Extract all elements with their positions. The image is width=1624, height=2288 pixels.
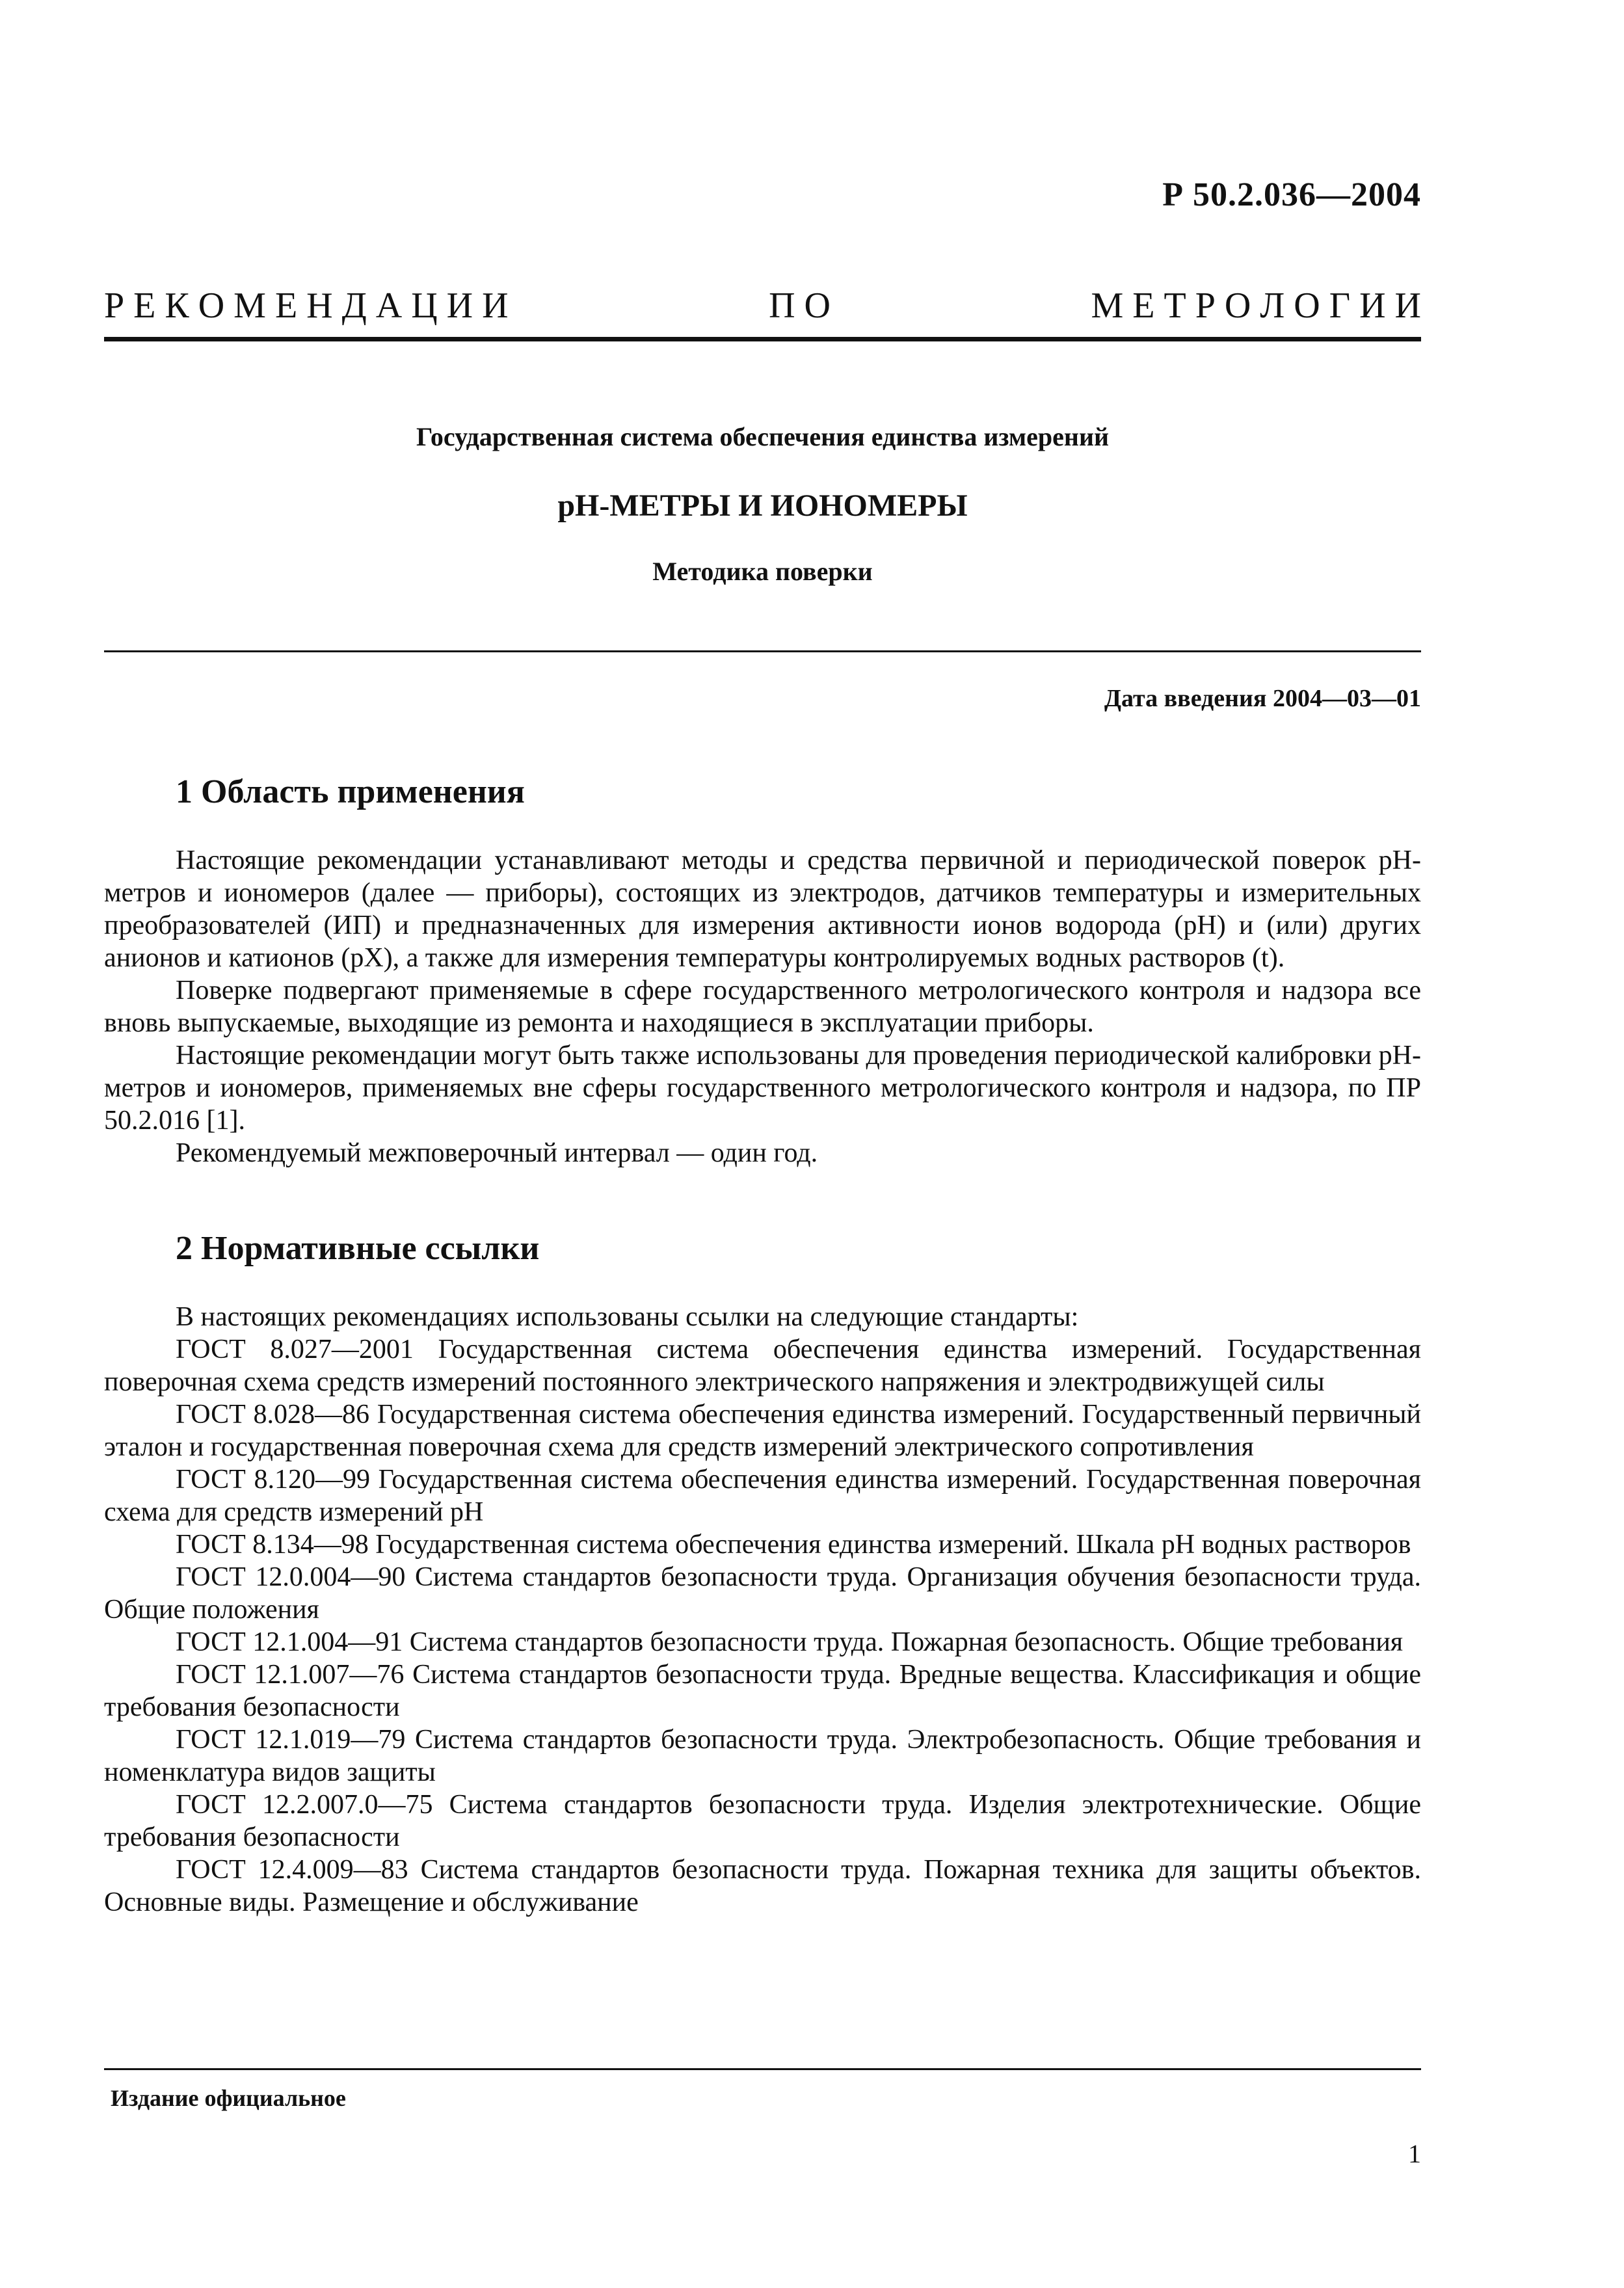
section-2-intro: В настоящих рекомендациях использованы ссылки на следующие стандарты:	[176, 1302, 1079, 1332]
reference-item: ГОСТ 8.027—2001 Государственная система обеспечения единства измерений. Государственная поверочная схема средств измерений постоянного электрического напряжения и электродвижущей силы	[104, 1335, 1421, 1397]
series-title	[104, 285, 1421, 326]
section-2-body	[104, 1301, 1421, 1919]
reference-item: ГОСТ 8.120—99 Государственная система обеспечения единства измерений. Государственная поверочная схема для средств измерений рН	[104, 1465, 1421, 1527]
series-word-1: Р Е К О М Е Н Д А Ц И И	[104, 286, 509, 326]
reference-item: ГОСТ 12.1.019—79 Система стандартов безопасности труда. Электробезопасность. Общие требования и номенклатура видов защиты	[104, 1725, 1421, 1787]
section-1-paragraph: Настоящие рекомендации могут быть также использованы для проведения периодической калибровки рН-метров и иономеров, применяемых вне сферы государственного метрологического контроля и надзора, по ПР 50.2.016 [1].	[104, 1041, 1421, 1136]
reference-item: ГОСТ 12.1.004—91 Система стандартов безопасности труда. Пожарная безопасность. Общие требования	[176, 1627, 1404, 1657]
introduction-date: Дата введения 2004—03—01	[1104, 685, 1421, 712]
series-word-3: М Е Т Р О Л О Г И И	[1091, 286, 1421, 326]
sub-title: Методика поверки	[652, 557, 873, 586]
reference-item: ГОСТ 8.134—98 Государственная система обеспечения единства измерений. Шкала рН водных растворов	[176, 1530, 1411, 1560]
title-rule	[104, 650, 1421, 652]
section-1-paragraph: Поверке подвергают применяемые в сфере государственного метрологического контроля и надзора все вновь выпускаемые, выходящие из ремонта и находящиеся в эксплуатации приборы.	[104, 976, 1421, 1038]
reference-item: ГОСТ 12.0.004—90 Система стандартов безопасности труда. Организация обучения безопасности труда. Общие положения	[104, 1562, 1421, 1625]
section-2-heading: 2 Нормативные ссылки	[176, 1230, 540, 1267]
reference-item: ГОСТ 8.028—86 Государственная система обеспечения единства измерений. Государственный первичный эталон и государственная поверочная схема для средств измерений электрического сопротивления	[104, 1400, 1421, 1462]
section-1-heading: 1 Область применения	[176, 773, 525, 810]
footer-rule	[104, 2068, 1421, 2070]
header-rule	[104, 337, 1421, 341]
page-number: 1	[1408, 2139, 1421, 2168]
section-1-body	[104, 844, 1421, 1169]
series-word-2: П О	[769, 286, 831, 326]
main-title: рН-МЕТРЫ И ИОНОМЕРЫ	[557, 488, 968, 523]
reference-item: ГОСТ 12.1.007—76 Система стандартов безопасности труда. Вредные вещества. Классификация и общие требования безопасности	[104, 1660, 1421, 1722]
reference-item: ГОСТ 12.2.007.0—75 Система стандартов безопасности труда. Изделия электротехнические. Общие требования безопасности	[104, 1790, 1421, 1852]
edition-note: Издание официальное	[111, 2085, 346, 2111]
document-code: Р 50.2.036—2004	[1162, 176, 1421, 213]
section-1-paragraph: Настоящие рекомендации устанавливают методы и средства первичной и периодической поверок рН-метров и иономеров (далее — приборы), состоящих из электродов, датчиков температуры и измерительных преобразователей (ИП) и предназначенных для измерения активности ионов водорода (рН) и (или) других анионов и катионов (рХ), а также для измерения температуры контролируемых водных растворов (t).	[104, 845, 1421, 973]
section-1-paragraph: Рекомендуемый межповерочный интервал — один год.	[176, 1138, 818, 1168]
system-title: Государственная система обеспечения единства измерений	[416, 422, 1110, 451]
reference-item: ГОСТ 12.4.009—83 Система стандартов безопасности труда. Пожарная техника для защиты объектов. Основные виды. Размещение и обслуживание	[104, 1855, 1421, 1917]
